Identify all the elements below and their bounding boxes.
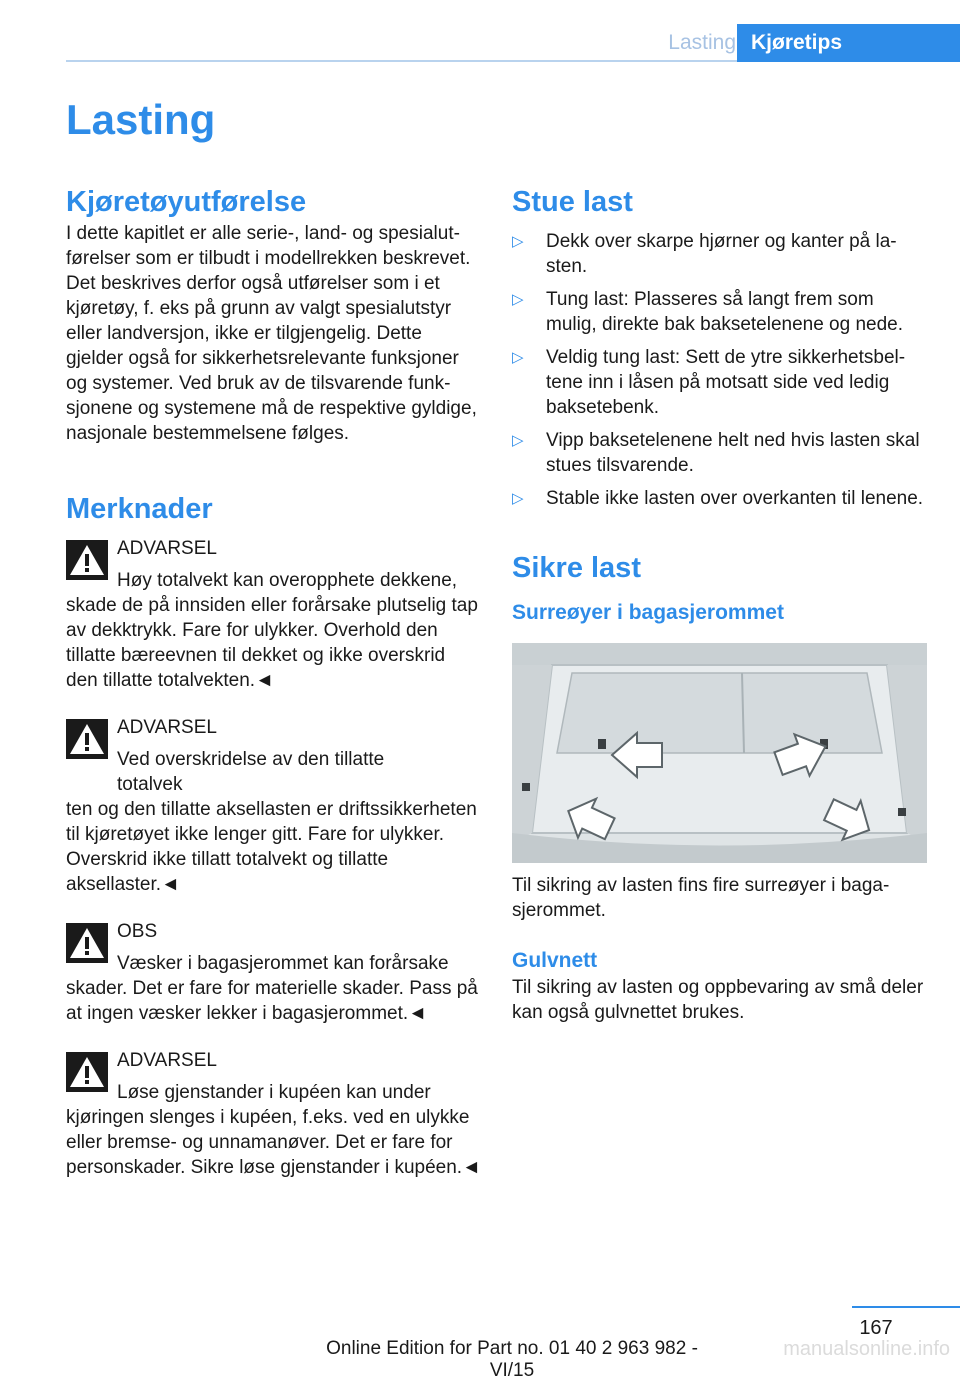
list-item	[512, 287, 927, 337]
warning-first-line: Høy totalvekt kan overopphete dekkene,	[117, 570, 458, 591]
triangle-right-icon: ▷	[512, 291, 524, 308]
section-title-merknader: Merknader	[66, 493, 213, 525]
page-title: Lasting	[66, 96, 216, 143]
list-item	[512, 428, 927, 478]
section-title-stue-last: Stue last	[512, 186, 633, 218]
page-number: 167	[859, 1317, 893, 1339]
trunk-illustration	[512, 643, 927, 863]
warning-triangle-icon	[66, 540, 108, 580]
list-item	[512, 345, 927, 420]
warning-text: skader. Det er fare for materielle skader. Pass på at ingen væsker lekker i bagasjerommet.◄	[66, 978, 478, 1024]
list-item-text: Veldig tung last: Sett de ytre sikkerhetsbeltene inn i låsen på motsatt side ved ledig baksetebenk.	[546, 347, 906, 418]
warning-triangle-icon	[66, 923, 108, 963]
warning-first-line: Væsker i bagasjerommet kan forårsake	[117, 953, 449, 974]
section-title-sikre-last: Sikre last	[512, 552, 641, 584]
warning-text: ten og den tillatte aksellasten er driftssikkerheten til kjøretøyet ikke lenger gitt. Fare for ulykker. Overskrid ikke tillatt totalvekt og tillatte aksellaster.◄	[66, 799, 477, 895]
warning-triangle-icon	[66, 1052, 108, 1092]
list-item-text: Stable ikke lasten over overkanten til lenene.	[546, 488, 924, 509]
subsection-title-surreoyer: Surreøyer i bagasjerommet	[512, 601, 784, 624]
triangle-right-icon: ▷	[512, 432, 524, 449]
warning-title: ADVARSEL	[117, 538, 217, 559]
section-title-kjoretoyutforelse: Kjøretøyutførelse	[66, 186, 307, 218]
triangle-right-icon: ▷	[512, 349, 524, 366]
left-column	[66, 183, 481, 1180]
warning-title: ADVARSEL	[117, 717, 217, 738]
warning-first-line: Ved overskridelse av den tillatte totalvek	[117, 749, 385, 795]
warning-block	[66, 536, 481, 693]
warning-title: ADVARSEL	[117, 1050, 217, 1071]
footer-edition: Online Edition for Part no. 01 40 2 963 982 - VI/15	[326, 1338, 698, 1381]
warning-block	[66, 919, 481, 1026]
warning-triangle-icon	[66, 719, 108, 759]
bullet-list	[512, 229, 927, 511]
header-tab-lasting[interactable]: Lasting	[668, 31, 736, 54]
warning-text: skade de på innsiden eller forårsake plutselig tap av dekktrykk. Fare for ulykker. Overhold den tillatte bæreevnen til dekket og ikke overskrid den tillatte totalvekten.◄	[66, 595, 478, 691]
warning-block	[66, 715, 481, 897]
section-body-kjoretoyutforelse: I dette kapitlet er alle serie-, land- og spesialutførelser som er tilbudt i modellrekken beskrevet. Det beskrives derfor også utførelser som i et kjøretøy, f. eks på grunn av valgt spesialutstyr eller landversjon, ikke er tilgjengelig. Dette gjelder også for sikkerhetsrelevante funksjoner og systemer. Ved bruk av de tilsvarende funksjonene og systemene må de respektive gyldige, nasjonale bestemmelsene følges.	[66, 223, 477, 444]
triangle-right-icon: ▷	[512, 490, 524, 507]
warning-block	[66, 1048, 481, 1180]
right-column	[512, 183, 927, 1025]
list-item	[512, 486, 927, 511]
list-item	[512, 229, 927, 279]
warning-first-line: Løse gjenstander i kupéen kan under	[117, 1082, 431, 1103]
footer-rule	[852, 1306, 960, 1308]
list-item-text: Dekk over skarpe hjørner og kanter på lasten.	[546, 231, 897, 277]
surreoyer-text: Til sikring av lasten fins fire surreøyer i bagasjerommet.	[512, 875, 890, 921]
warning-title: OBS	[117, 921, 158, 942]
subsection-title-gulvnett: Gulvnett	[512, 949, 598, 972]
list-item-text: Vipp baksetelenene helt ned hvis lasten skal stues tilsvarende.	[546, 430, 920, 476]
list-item-text: Tung last: Plasseres så langt frem som mulig, direkte bak baksetelenene og nede.	[546, 289, 904, 335]
warning-text: kjøringen slenges i kupéen, f.eks. ved en ulykke eller bremse- og unnamanøver. Det er fare for personskader. Sikre løse gjenstander i kupéen.◄	[66, 1107, 481, 1178]
header-tab-kjoretips[interactable]: Kjøretips	[737, 24, 960, 62]
watermark: manualsonline.info	[783, 1338, 950, 1360]
triangle-right-icon: ▷	[512, 233, 524, 250]
gulvnett-text: Til sikring av lasten og oppbevaring av små deler kan også gulvnettet brukes.	[512, 977, 924, 1023]
